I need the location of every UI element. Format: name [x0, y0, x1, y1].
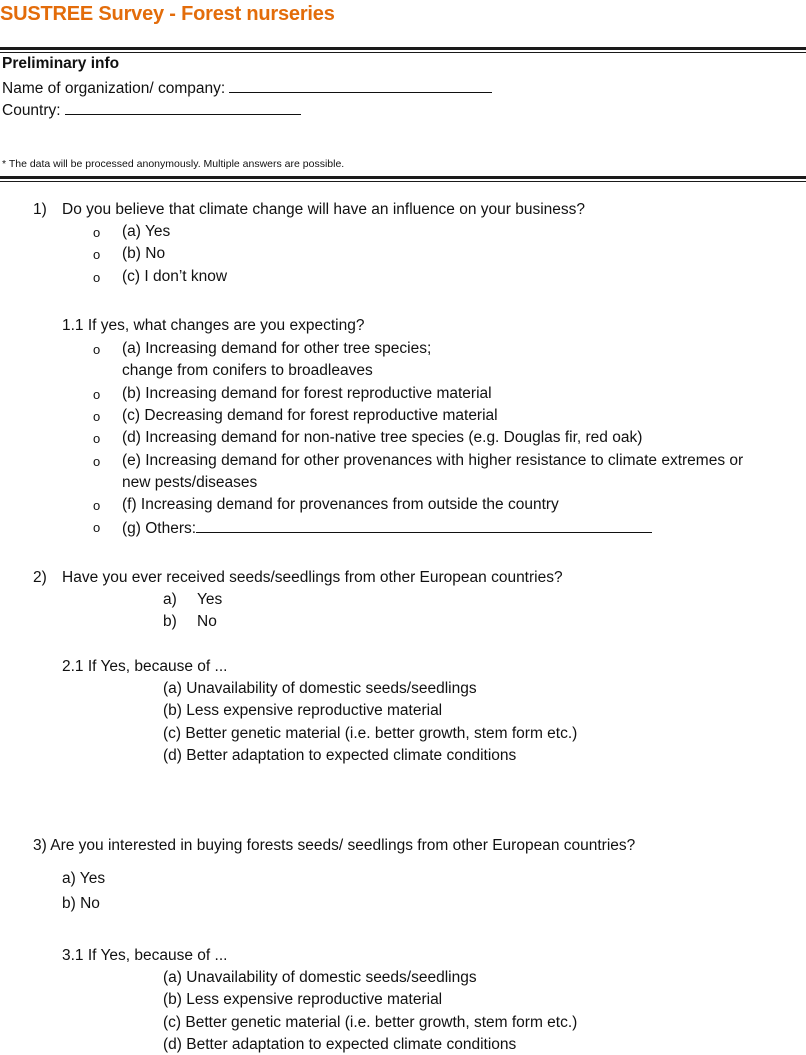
q3-1-option[interactable]: (c) Better genetic material (i.e. better growth, stem form etc.) [163, 1013, 578, 1031]
q2-number: 2) [33, 569, 47, 586]
q1-1-option[interactable] [122, 517, 652, 539]
q1-1-option[interactable]: (e) Increasing demand for other provenances with higher resistance to climate extremes or [122, 451, 744, 469]
anonymity-note: * The data will be processed anonymously. Multiple answers are possible. [2, 158, 345, 170]
bullet-icon: o [93, 342, 101, 357]
country-field-row [2, 99, 301, 121]
q3-1-text: 3.1 If Yes, because of ... [62, 947, 228, 964]
q1-text: Do you believe that climate change will have an influence on your business? [62, 201, 586, 218]
q3-text: 3) Are you interested in buying forests seeds/ seedlings from other European countries? [33, 837, 636, 854]
country-input-line[interactable] [65, 99, 301, 115]
q1-number: 1) [33, 201, 47, 218]
q3-option[interactable]: a) Yes [62, 870, 106, 887]
q2-1-option[interactable]: (c) Better genetic material (i.e. better growth, stem form etc.) [163, 724, 578, 742]
q1-1-option[interactable]: (a) Increasing demand for other tree species; [122, 340, 432, 357]
org-label: Name of organization/ company: [2, 80, 226, 97]
q2-1-text: 2.1 If Yes, because of ... [62, 658, 228, 675]
q1-1-option[interactable]: (f) Increasing demand for provenances from outside the country [122, 496, 559, 514]
bullet-icon: o [93, 431, 101, 447]
q1-1-option[interactable]: (c) Decreasing demand for forest reproductive material [122, 406, 498, 424]
q1-option[interactable]: (a) Yes [122, 223, 171, 240]
q3-1-option[interactable]: (a) Unavailability of domestic seeds/seedlings [163, 969, 477, 986]
q2-1-option[interactable]: (d) Better adaptation to expected climate conditions [163, 746, 517, 764]
document-title: SUSTREE Survey - Forest nurseries [0, 3, 335, 25]
q3-option[interactable]: b) No [62, 895, 100, 912]
q3-1-option[interactable]: (d) Better adaptation to expected climate conditions [163, 1035, 517, 1053]
q1-1-text: 1.1 If yes, what changes are you expecting? [62, 317, 365, 334]
q2-1-option[interactable]: (a) Unavailability of domestic seeds/seedlings [163, 680, 477, 697]
bullet-icon: o [93, 269, 101, 285]
q2-option-letter: a) [163, 591, 177, 608]
bullet-icon: o [93, 386, 101, 402]
q1-1-option-continuation: change from conifers to broadleaves [122, 362, 373, 380]
bullet-icon: o [93, 247, 101, 263]
bullet-icon: o [93, 453, 101, 469]
org-field-row [2, 77, 492, 99]
q1-1-option-continuation: new pests/diseases [122, 473, 258, 491]
q2-option[interactable]: No [197, 613, 217, 631]
country-label: Country: [2, 102, 61, 119]
org-input-line[interactable] [229, 77, 492, 93]
q2-text: Have you ever received seeds/seedlings from other European countries? [62, 569, 563, 586]
q1-option[interactable]: (b) No [122, 245, 166, 263]
q3-1-option[interactable]: (b) Less expensive reproductive material [163, 991, 443, 1009]
bullet-icon: o [93, 225, 101, 240]
others-label: (g) Others: [122, 520, 197, 538]
bullet-icon: o [93, 498, 101, 514]
q2-option-letter: b) [163, 613, 177, 631]
preliminary-heading: Preliminary info [2, 55, 120, 72]
bullet-icon: o [93, 520, 101, 536]
q1-1-option[interactable]: (b) Increasing demand for forest reproductive material [122, 384, 492, 402]
q1-option[interactable]: (c) I don’t know [122, 267, 228, 285]
q1-1-option[interactable]: (d) Increasing demand for non-native tree species (e.g. Douglas fir, red oak) [122, 429, 643, 447]
bullet-icon: o [93, 408, 101, 424]
others-input-line[interactable] [196, 517, 652, 533]
q2-option[interactable]: Yes [197, 591, 223, 608]
q2-1-option[interactable]: (b) Less expensive reproductive material [163, 702, 443, 720]
